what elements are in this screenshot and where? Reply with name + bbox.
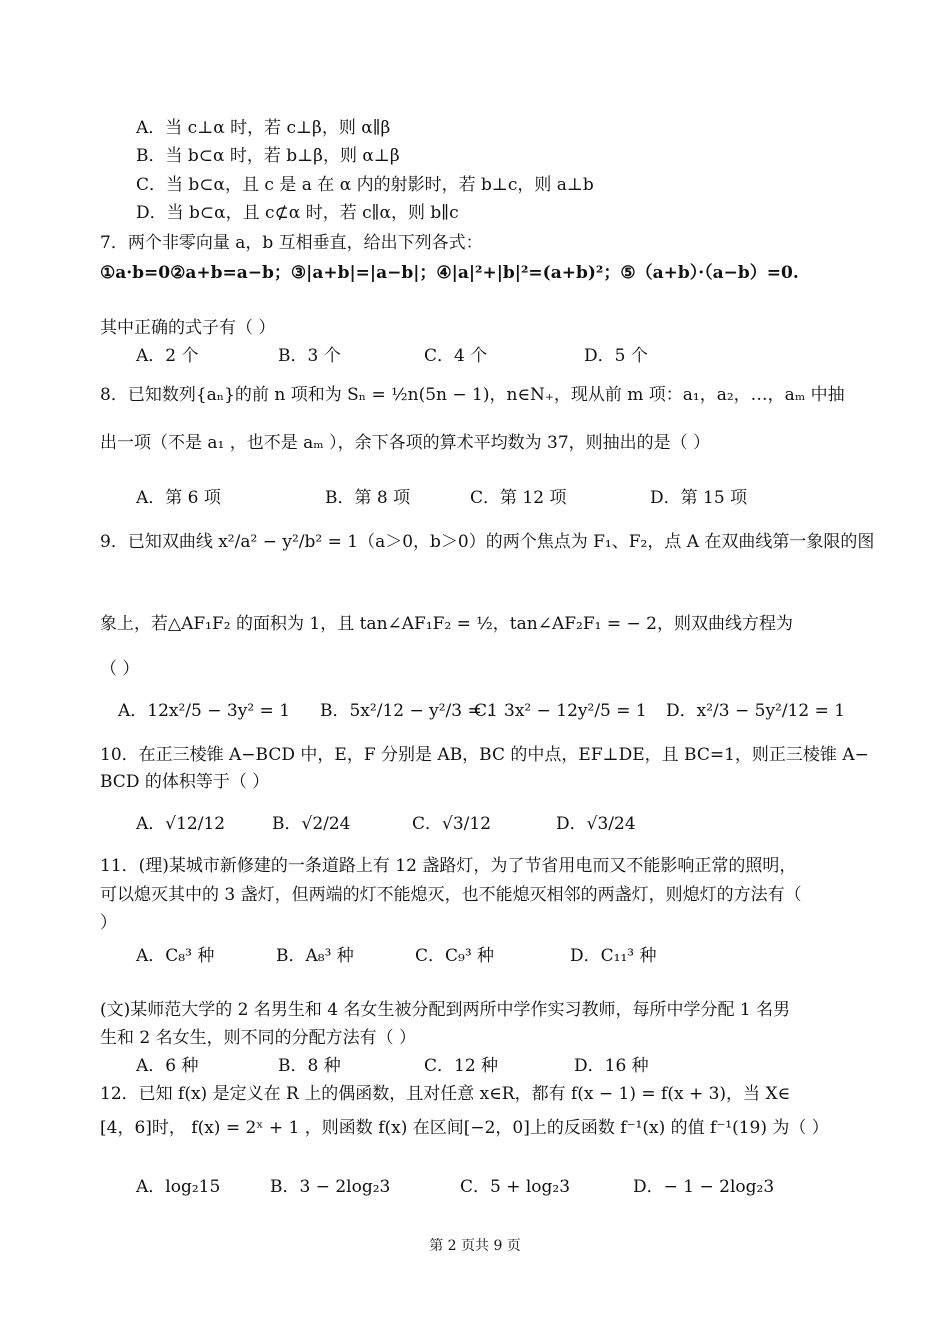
- q11-wen-line1: (文)某师范大学的 2 名男生和 4 名女生被分配到两所中学作实习教师，每所中学分配 1 名男: [100, 1000, 791, 1020]
- q8-option-d: D．第 15 项: [650, 488, 748, 508]
- q11-option-c: C．C₉³ 种: [415, 946, 495, 966]
- q7-option-b: B．3 个: [278, 346, 341, 366]
- q9-option-a: A．12x²/5 − 3y² = 1: [118, 701, 291, 721]
- q10-option-a: A．√12/12: [136, 814, 226, 834]
- q8-line2: 出一项（不是 a₁ ，也不是 aₘ ），余下各项的算术平均数为 37，则抽出的是（ ）: [100, 433, 711, 453]
- q10-option-d: D．√3/24: [556, 814, 636, 834]
- q7-option-d: D．5 个: [584, 346, 648, 366]
- q12-option-b: B．3 − 2log₂3: [270, 1177, 391, 1197]
- q11-option-b: B．A₈³ 种: [276, 946, 354, 966]
- q9-line3: （ ）: [100, 659, 140, 679]
- q8-option-b: B．第 8 项: [325, 488, 411, 508]
- q9-option-c: C．3x² − 12y²/5 = 1: [474, 701, 647, 721]
- q10-line2: BCD 的体积等于（ ）: [100, 772, 270, 792]
- q8-line1: 8．已知数列{aₙ}的前 n 项和为 Sₙ = ½n(5n − 1)，n∈N₊，现从前 m 项：a₁，a₂，…，aₘ 中抽: [100, 385, 845, 405]
- q12-option-a: A．log₂15: [136, 1177, 221, 1197]
- q9-option-b: B．5x²/12 − y²/3 = 1: [320, 701, 498, 721]
- q11-line3: ）: [100, 913, 117, 933]
- q7-formulas: ①a·b=0②a+b=a−b；③|a+b|=|a−b|；④|a|²+|b|²=(a+b)²；⑤（a+b）·（a−b）=0.: [100, 263, 799, 283]
- q11-line1: 11．(理)某城市新修建的一条道路上有 12 盏路灯，为了节省用电而又不能影响正常的照明，: [100, 856, 797, 876]
- q10-option-b: B．√2/24: [272, 814, 351, 834]
- q6-option-d: D．当 b⊂α，且 c⊄α 时，若 c∥α，则 b∥c: [136, 203, 459, 223]
- q7-option-a: A．2 个: [136, 346, 199, 366]
- q11-wen-option-b: B．8 种: [278, 1056, 341, 1076]
- q10-option-c: C．√3/12: [412, 814, 492, 834]
- q12-line2: [4，6]时， f(x) = 2ˣ + 1 ，则函数 f(x) 在区间[−2，0]上的反函数 f⁻¹(x) 的值 f⁻¹(19) 为（ ）: [100, 1118, 829, 1138]
- q7-option-c: C．4 个: [424, 346, 488, 366]
- q11-line2: 可以熄灭其中的 3 盏灯，但两端的灯不能熄灭，也不能熄灭相邻的两盏灯，则熄灯的方法有（: [100, 885, 802, 905]
- q11-wen-line2: 生和 2 名女生，则不同的分配方法有（ ）: [100, 1028, 417, 1048]
- q7-question: 其中正确的式子有（ ）: [100, 318, 276, 338]
- q7-stem: 7．两个非零向量 a，b 互相垂直，给出下列各式：: [100, 233, 483, 253]
- q11-wen-option-a: A．6 种: [136, 1056, 199, 1076]
- q9-line2: 象上，若△AF₁F₂ 的面积为 1，且 tan∠AF₁F₂ = ½，tan∠AF₂F₁ = − 2，则双曲线方程为: [100, 614, 793, 634]
- q9-option-d: D．x²/3 − 5y²/12 = 1: [666, 701, 846, 721]
- q6-option-c: C．当 b⊂α，且 c 是 a 在 α 内的射影时，若 b⊥c，则 a⊥b: [136, 175, 594, 195]
- q12-option-c: C．5 + log₂3: [460, 1177, 571, 1197]
- q12-line1: 12．已知 f(x) 是定义在 R 上的偶函数，且对任意 x∈R，都有 f(x − 1) = f(x + 3)，当 X∈: [100, 1084, 791, 1104]
- q11-option-a: A．C₈³ 种: [136, 946, 215, 966]
- q8-option-c: C．第 12 项: [470, 488, 567, 508]
- page-footer: 第 2 页共 9 页: [429, 1238, 521, 1254]
- q8-option-a: A．第 6 项: [136, 488, 221, 508]
- q9-line1: 9．已知双曲线 x²/a² − y²/b² = 1（a＞0，b＞0）的两个焦点为 F₁、F₂，点 A 在双曲线第一象限的图: [100, 532, 875, 552]
- q11-option-d: D．C₁₁³ 种: [570, 946, 657, 966]
- q6-option-b: B．当 b⊂α 时，若 b⊥β，则 α⊥β: [136, 146, 400, 166]
- q11-wen-option-d: D．16 种: [574, 1056, 649, 1076]
- q6-option-a: A．当 c⊥α 时，若 c⊥β，则 α∥β: [136, 118, 391, 138]
- q10-line1: 10．在正三棱锥 A−BCD 中，E，F 分别是 AB，BC 的中点，EF⊥DE，且 BC=1，则正三棱锥 A−: [100, 745, 869, 765]
- q12-option-d: D．− 1 − 2log₂3: [633, 1177, 775, 1197]
- q11-wen-option-c: C．12 种: [424, 1056, 499, 1076]
